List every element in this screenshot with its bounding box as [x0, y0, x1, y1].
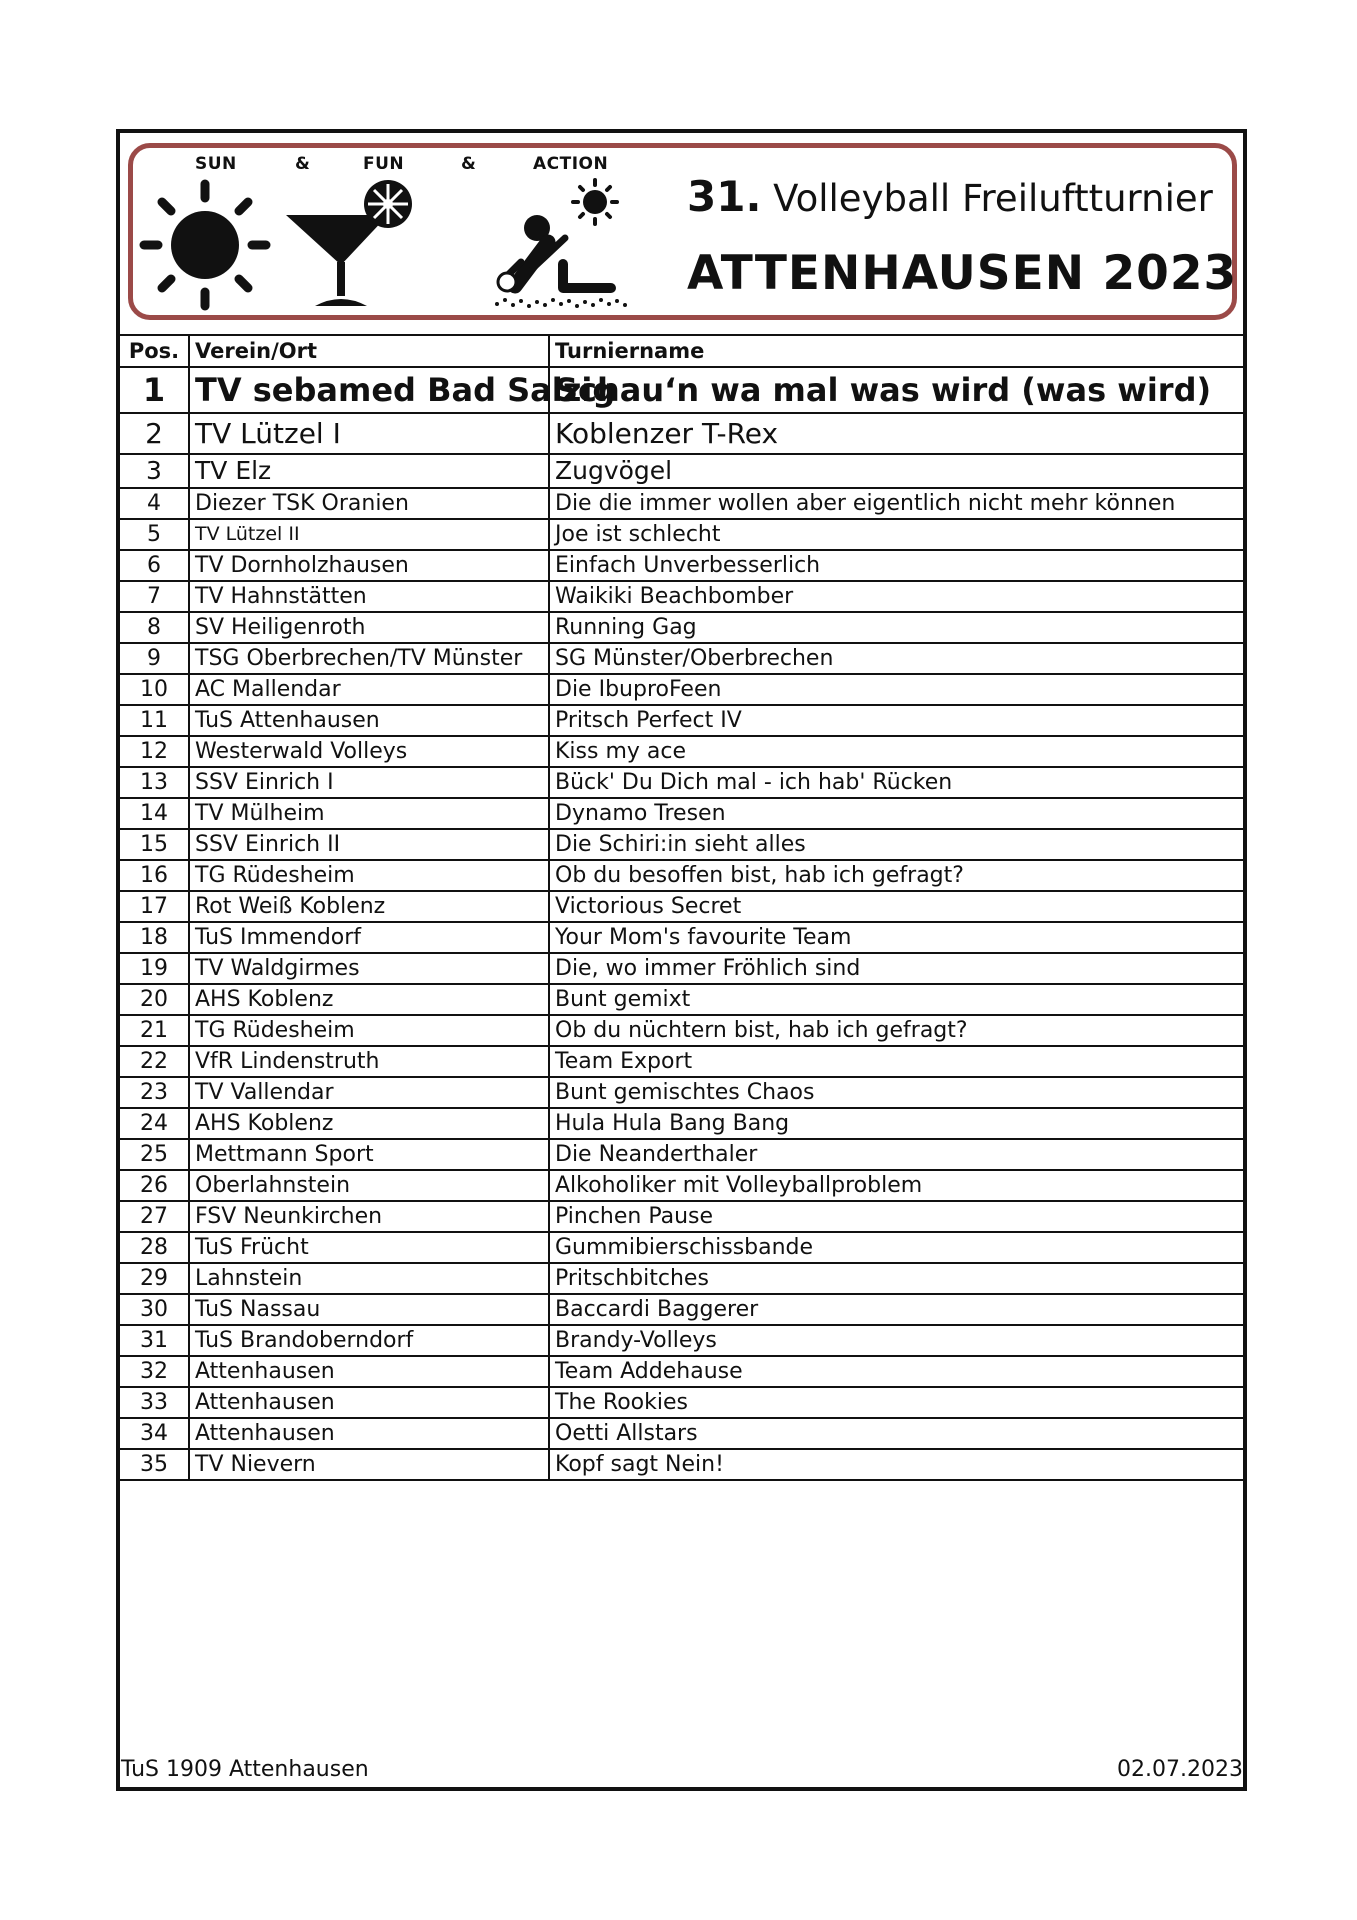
- sun-icon: [141, 180, 269, 310]
- club-cell: Attenhausen: [189, 1418, 549, 1449]
- team-name-cell: Einfach Unverbesserlich: [549, 550, 1246, 581]
- team-name-cell: Victorious Secret: [549, 891, 1246, 922]
- slogan-amp-1: &: [295, 154, 311, 174]
- rank-cell: 34: [119, 1418, 189, 1449]
- table-row: [119, 705, 1246, 736]
- team-name-cell: Gummibierschissbande: [549, 1232, 1246, 1263]
- rank-cell: 23: [119, 1077, 189, 1108]
- table-row: [119, 953, 1246, 984]
- team-name-cell: Your Mom's favourite Team: [549, 922, 1246, 953]
- results-table: [118, 334, 1247, 1481]
- header-team: Turniername: [549, 335, 1246, 367]
- table-row: [119, 581, 1246, 612]
- tournament-name: Volleyball Freiluftturnier: [773, 177, 1213, 220]
- rank-cell: 19: [119, 953, 189, 984]
- club-cell: FSV Neunkirchen: [189, 1201, 549, 1232]
- rank-cell: 6: [119, 550, 189, 581]
- club-cell: TuS Brandoberndorf: [189, 1325, 549, 1356]
- rank-cell: 26: [119, 1170, 189, 1201]
- club-cell: AC Mallendar: [189, 674, 549, 705]
- header-club: Verein/Ort: [189, 335, 549, 367]
- table-row: [119, 1263, 1246, 1294]
- team-name-cell: Team Addehause: [549, 1356, 1246, 1387]
- rank-cell: 2: [119, 413, 189, 454]
- rank-cell: 29: [119, 1263, 189, 1294]
- club-cell: Lahnstein: [189, 1263, 549, 1294]
- club-cell: VfR Lindenstruth: [189, 1046, 549, 1077]
- table-row: [119, 612, 1246, 643]
- rank-cell: 18: [119, 922, 189, 953]
- team-name-cell: Team Export: [549, 1046, 1246, 1077]
- team-name-cell: Die IbuproFeen: [549, 674, 1246, 705]
- table-row: [119, 1108, 1246, 1139]
- team-name-cell: Hula Hula Bang Bang: [549, 1108, 1246, 1139]
- team-name-cell: Kiss my ace: [549, 736, 1246, 767]
- table-row: [119, 413, 1246, 454]
- team-name-cell: Bück' Du Dich mal - ich hab' Rücken: [549, 767, 1246, 798]
- table-row: [119, 1015, 1246, 1046]
- club-cell: AHS Koblenz: [189, 1108, 549, 1139]
- club-cell: SSV Einrich II: [189, 829, 549, 860]
- club-cell: TSG Oberbrechen/TV Münster: [189, 643, 549, 674]
- rank-cell: 32: [119, 1356, 189, 1387]
- club-cell: TV Lützel II: [189, 519, 549, 550]
- club-cell: SSV Einrich I: [189, 767, 549, 798]
- team-name-cell: Bunt gemixt: [549, 984, 1246, 1015]
- team-name-cell: Die Schiri:in sieht alles: [549, 829, 1246, 860]
- rank-cell: 14: [119, 798, 189, 829]
- table-row: [119, 1046, 1246, 1077]
- rank-cell: 10: [119, 674, 189, 705]
- footer-date: 02.07.2023: [1117, 1757, 1243, 1782]
- table-row: [119, 1201, 1246, 1232]
- club-cell: TV Vallendar: [189, 1077, 549, 1108]
- club-cell: TV Lützel I: [189, 413, 549, 454]
- footer-organizer: TuS 1909 Attenhausen: [121, 1757, 369, 1782]
- slogan-action: ACTION: [533, 154, 609, 174]
- rank-cell: 17: [119, 891, 189, 922]
- club-cell: TV Nievern: [189, 1449, 549, 1480]
- table-row: [119, 984, 1246, 1015]
- slogan-amp-2: &: [461, 154, 477, 174]
- team-name-cell: Pritschbitches: [549, 1263, 1246, 1294]
- team-name-cell: Ob du besoffen bist, hab ich gefragt?: [549, 860, 1246, 891]
- rank-cell: 31: [119, 1325, 189, 1356]
- table-row: [119, 1294, 1246, 1325]
- team-name-cell: SG Münster/Oberbrechen: [549, 643, 1246, 674]
- slogan-fun: FUN: [363, 154, 405, 174]
- table-row: [119, 798, 1246, 829]
- club-cell: TuS Immendorf: [189, 922, 549, 953]
- rank-cell: 16: [119, 860, 189, 891]
- team-name-cell: Die, wo immer Fröhlich sind: [549, 953, 1246, 984]
- rank-cell: 5: [119, 519, 189, 550]
- club-cell: AHS Koblenz: [189, 984, 549, 1015]
- table-row: [119, 1170, 1246, 1201]
- beach-volleyball-player-icon: [493, 176, 643, 316]
- rank-cell: 4: [119, 488, 189, 519]
- rank-cell: 20: [119, 984, 189, 1015]
- rank-cell: 11: [119, 705, 189, 736]
- tournament-banner: [128, 143, 1237, 320]
- table-row: [119, 767, 1246, 798]
- club-cell: TV Waldgirmes: [189, 953, 549, 984]
- table-row: [119, 1418, 1246, 1449]
- club-cell: Mettmann Sport: [189, 1139, 549, 1170]
- team-name-cell: Waikiki Beachbomber: [549, 581, 1246, 612]
- table-row: [119, 550, 1246, 581]
- club-cell: TuS Nassau: [189, 1294, 549, 1325]
- table-row: [119, 454, 1246, 488]
- table-row: [119, 643, 1246, 674]
- club-cell: Attenhausen: [189, 1387, 549, 1418]
- club-cell: Diezer TSK Oranien: [189, 488, 549, 519]
- team-name-cell: Alkoholiker mit Volleyballproblem: [549, 1170, 1246, 1201]
- club-cell: TG Rüdesheim: [189, 860, 549, 891]
- rank-cell: 28: [119, 1232, 189, 1263]
- table-row: [119, 1077, 1246, 1108]
- club-cell: TV sebamed Bad Salzig: [189, 367, 549, 413]
- rank-cell: 15: [119, 829, 189, 860]
- rank-cell: 25: [119, 1139, 189, 1170]
- club-cell: TV Mülheim: [189, 798, 549, 829]
- team-name-cell: Schau‘n wa mal was wird (was wird): [549, 367, 1246, 413]
- banner-subtitle: ATTENHAUSEN 2023: [687, 246, 1238, 301]
- table-row: [119, 1232, 1246, 1263]
- team-name-cell: Baccardi Baggerer: [549, 1294, 1246, 1325]
- rank-cell: 24: [119, 1108, 189, 1139]
- table-row: [119, 829, 1246, 860]
- rank-cell: 35: [119, 1449, 189, 1480]
- table-row: [119, 1387, 1246, 1418]
- club-cell: TG Rüdesheim: [189, 1015, 549, 1046]
- rank-cell: 22: [119, 1046, 189, 1077]
- rank-cell: 1: [119, 367, 189, 413]
- table-row: [119, 519, 1246, 550]
- table-row: [119, 488, 1246, 519]
- table-row: [119, 1325, 1246, 1356]
- table-row: [119, 860, 1246, 891]
- table-row: [119, 1139, 1246, 1170]
- club-cell: TV Elz: [189, 454, 549, 488]
- edition-number: 31.: [687, 172, 762, 221]
- club-cell: TV Dornholzhausen: [189, 550, 549, 581]
- team-name-cell: Oetti Allstars: [549, 1418, 1246, 1449]
- table-row: [119, 367, 1246, 413]
- rank-cell: 30: [119, 1294, 189, 1325]
- header-pos: Pos.: [119, 335, 189, 367]
- club-cell: Westerwald Volleys: [189, 736, 549, 767]
- cocktail-icon: [283, 180, 418, 310]
- rank-cell: 8: [119, 612, 189, 643]
- table-row: [119, 891, 1246, 922]
- rank-cell: 7: [119, 581, 189, 612]
- table-row: [119, 674, 1246, 705]
- team-name-cell: Running Gag: [549, 612, 1246, 643]
- team-name-cell: Pinchen Pause: [549, 1201, 1246, 1232]
- rank-cell: 12: [119, 736, 189, 767]
- team-name-cell: Koblenzer T-Rex: [549, 413, 1246, 454]
- club-cell: TuS Attenhausen: [189, 705, 549, 736]
- club-cell: TuS Frücht: [189, 1232, 549, 1263]
- table-header-row: [119, 335, 1246, 367]
- slogan-sun: SUN: [195, 154, 237, 174]
- rank-cell: 33: [119, 1387, 189, 1418]
- club-cell: Rot Weiß Koblenz: [189, 891, 549, 922]
- team-name-cell: Die die immer wollen aber eigentlich nicht mehr können: [549, 488, 1246, 519]
- team-name-cell: Brandy-Volleys: [549, 1325, 1246, 1356]
- team-name-cell: Dynamo Tresen: [549, 798, 1246, 829]
- rank-cell: 9: [119, 643, 189, 674]
- rank-cell: 27: [119, 1201, 189, 1232]
- table-row: [119, 1356, 1246, 1387]
- team-name-cell: Ob du nüchtern bist, hab ich gefragt?: [549, 1015, 1246, 1046]
- banner-title: [687, 172, 1213, 221]
- team-name-cell: Bunt gemischtes Chaos: [549, 1077, 1246, 1108]
- team-name-cell: Zugvögel: [549, 454, 1246, 488]
- club-cell: Attenhausen: [189, 1356, 549, 1387]
- team-name-cell: Die Neanderthaler: [549, 1139, 1246, 1170]
- club-cell: Oberlahnstein: [189, 1170, 549, 1201]
- club-cell: SV Heiligenroth: [189, 612, 549, 643]
- team-name-cell: Joe ist schlecht: [549, 519, 1246, 550]
- team-name-cell: The Rookies: [549, 1387, 1246, 1418]
- table-row: [119, 736, 1246, 767]
- table-row: [119, 922, 1246, 953]
- rank-cell: 21: [119, 1015, 189, 1046]
- table-row: [119, 1449, 1246, 1480]
- rank-cell: 3: [119, 454, 189, 488]
- team-name-cell: Pritsch Perfect IV: [549, 705, 1246, 736]
- rank-cell: 13: [119, 767, 189, 798]
- team-name-cell: Kopf sagt Nein!: [549, 1449, 1246, 1480]
- club-cell: TV Hahnstätten: [189, 581, 549, 612]
